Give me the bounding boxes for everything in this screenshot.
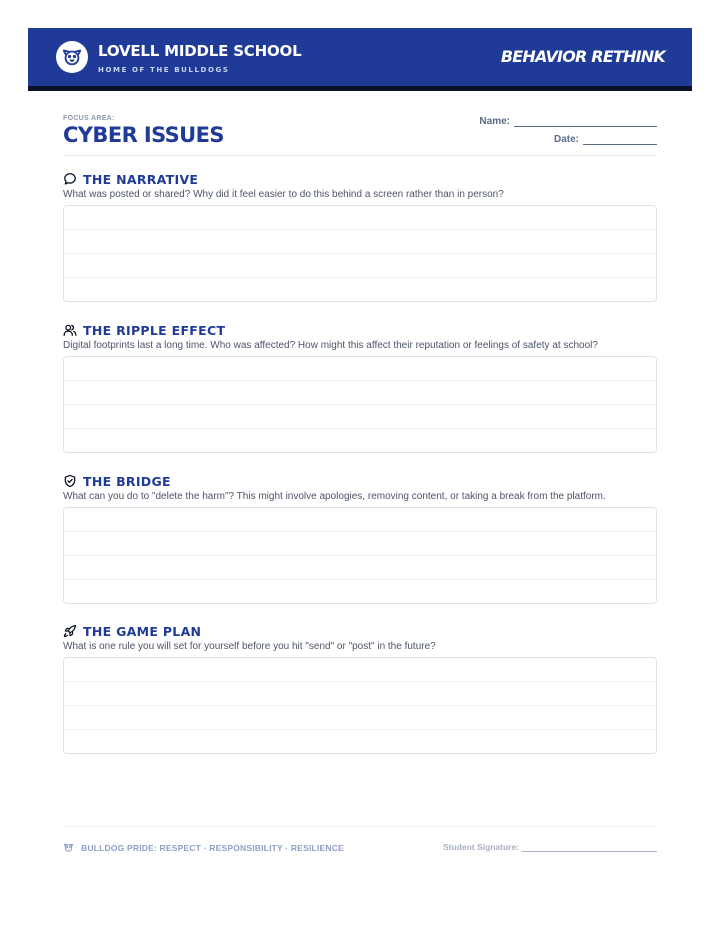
shield-check-icon: [63, 474, 77, 488]
footer-divider: [63, 826, 657, 827]
section-ripple-effect: [63, 322, 657, 453]
name-line[interactable]: [514, 118, 657, 127]
bridge-answer-box[interactable]: [63, 507, 657, 604]
section-prompt: What can you do to "delete the harm"? This might involve apologies, removing content, or taking a break from the platform.: [63, 491, 606, 502]
section-prompt: Digital footprints last a long time. Who was affected? How might this affect their reputation or feelings of safety at school?: [63, 340, 598, 351]
section-header: [63, 322, 657, 338]
program-title: BEHAVIOR RETHINK: [500, 47, 665, 66]
date-line[interactable]: [583, 136, 657, 145]
section-bridge: [63, 473, 657, 604]
name-label: Name:: [479, 116, 510, 127]
section-game-plan: [63, 623, 657, 754]
people-icon: [63, 323, 77, 337]
section-header: [63, 171, 657, 187]
name-field[interactable]: [479, 116, 657, 127]
footer-motto-text: BULLDOG PRIDE: RESPECT · RESPONSIBILITY · RESILIENCE: [81, 842, 344, 853]
ripple-effect-answer-box[interactable]: [63, 356, 657, 453]
school-header: [28, 28, 692, 91]
speech-bubble-icon: [63, 172, 77, 186]
section-narrative: [63, 171, 657, 302]
footer-motto: [63, 842, 344, 853]
section-header: [63, 623, 657, 639]
rocket-icon: [63, 624, 77, 638]
section-prompt: What was posted or shared? Why did it feel easier to do this behind a screen rather than in person?: [63, 189, 504, 200]
signature-field[interactable]: [443, 842, 657, 852]
bulldog-icon: [56, 41, 88, 73]
narrative-answer-box[interactable]: [63, 205, 657, 302]
section-title: THE BRIDGE: [83, 473, 171, 489]
signature-label: Student Signature:: [442, 842, 519, 852]
date-field[interactable]: [554, 134, 657, 145]
section-title: THE RIPPLE EFFECT: [83, 322, 226, 338]
game-plan-answer-box[interactable]: [63, 657, 657, 754]
header-divider: [63, 155, 657, 156]
school-motto: HOME OF THE BULLDOGS: [98, 66, 230, 74]
bulldog-icon: [63, 842, 74, 853]
signature-line[interactable]: [522, 844, 657, 852]
school-name: LOVELL MIDDLE SCHOOL: [98, 42, 302, 60]
section-title: THE GAME PLAN: [83, 623, 202, 639]
focus-area-title: CYBER ISSUES: [63, 123, 224, 147]
section-title: THE NARRATIVE: [83, 171, 199, 187]
section-prompt: What is one rule you will set for yourself before you hit "send" or "post" in the future?: [63, 641, 436, 652]
section-header: [63, 473, 657, 489]
date-label: Date:: [553, 134, 579, 145]
focus-area-label: FOCUS AREA:: [63, 115, 115, 122]
